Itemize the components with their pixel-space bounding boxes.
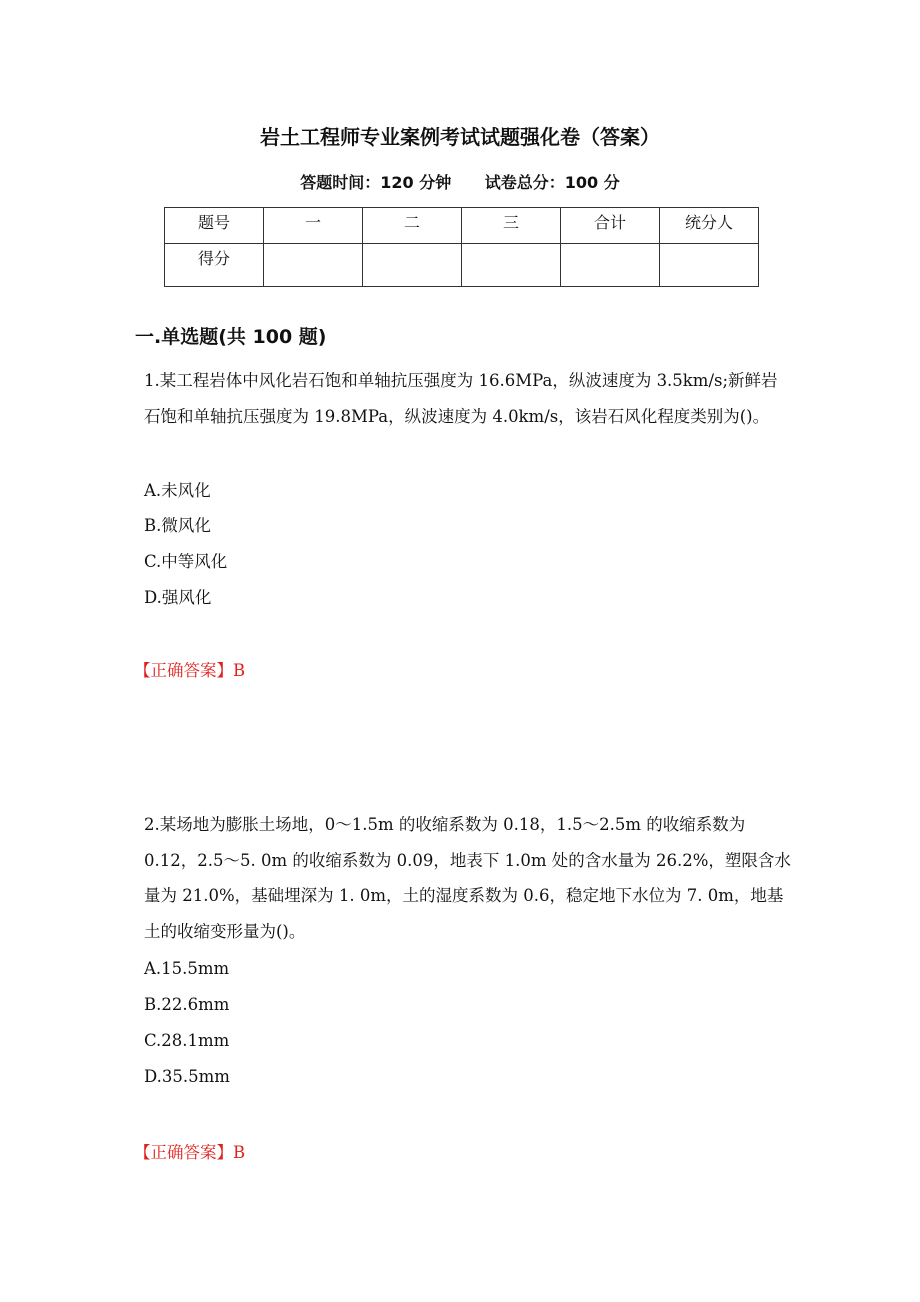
answer-label: 【正确答案】 [134,1143,233,1162]
score-cell [462,244,561,287]
section-heading: 一.单选题(共 100 题) [135,326,327,348]
table-header: 二 [363,208,462,244]
score-cell [561,244,660,287]
table-header: 一 [264,208,363,244]
score-cell [660,244,759,287]
table-header: 三 [462,208,561,244]
option-c: C.28.1mm [144,1031,230,1050]
score-table [164,207,759,287]
option-d: D.35.5mm [144,1067,230,1086]
option-a: A.未风化 [144,481,211,500]
option-c: C.中等风化 [144,552,228,571]
option-b: B.微风化 [144,516,211,535]
exam-info [0,170,920,193]
table-header: 题号 [165,208,264,244]
correct-answer [134,657,245,681]
exam-total-score: 试卷总分：100 分 [484,173,620,192]
table-header: 合计 [561,208,660,244]
score-cell [363,244,462,287]
score-row-label: 得分 [165,244,264,287]
question-text: 1.某工程岩体中风化岩石饱和单轴抗压强度为 16.6MPa，纵波速度为 3.5km/s;新鲜岩石饱和单轴抗压强度为 19.8MPa，纵波速度为 4.0km/s，该岩石风化程度类别为()。 [144,371,778,426]
question-text: 2.某场地为膨胀土场地，0～1.5m 的收缩系数为 0.18，1.5～2.5m 的收缩系数为 0.12，2.5～5. 0m 的收缩系数为 0.09，地表下 1.0m 处的含水量为 26.2%，塑限含水量为 21.0%，基础埋深为 1. 0m，土的湿度系数为 0.6，稳定地下水位为 7. 0m，地基土的收缩变形量为()。 [144,815,791,941]
page-title: 岩土工程师专业案例考试试题强化卷（答案） [260,125,660,149]
option-b: B.22.6mm [144,995,230,1014]
table-header: 统分人 [660,208,759,244]
answer-value: B [233,661,246,680]
correct-answer [134,1139,245,1163]
option-a: A.15.5mm [144,959,230,978]
score-cell [264,244,363,287]
option-d: D.强风化 [144,588,212,607]
answer-value: B [233,1143,246,1162]
answer-label: 【正确答案】 [134,661,233,680]
exam-time: 答题时间：120 分钟 [300,173,452,192]
